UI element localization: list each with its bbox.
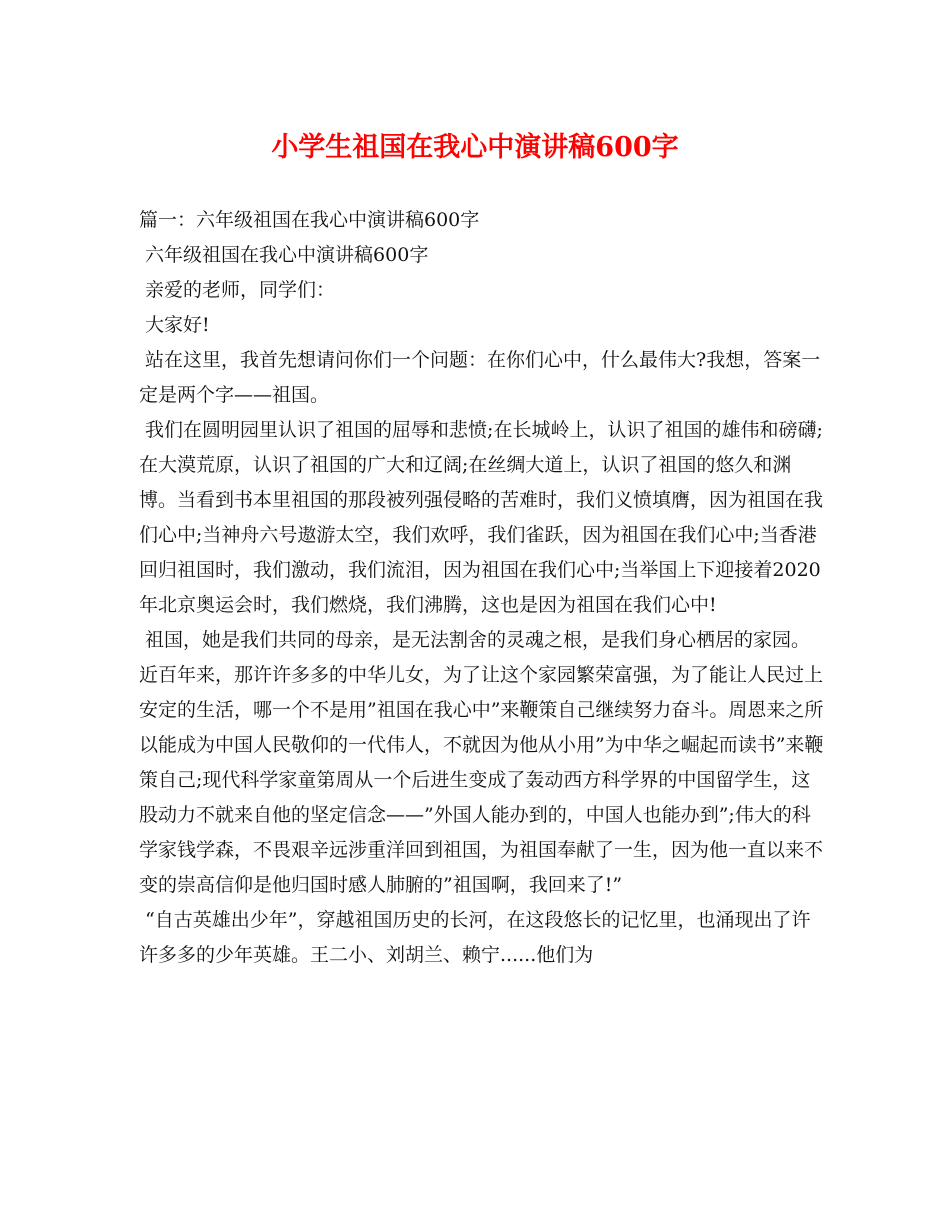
paragraph-motherland: 祖国，她是我们共同的母亲，是无法割舍的灵魂之根，是我们身心栖居的家园。近百年来，那许许多多的中华儿女，为了让这个家园繁荣富强，为了能让人民过上安定的生活，哪一个不是用”祖国在我心中”来鞭策自己继续努力奋斗。周恩来之所以能成为中国人民敬仰的一代伟人，不就因为他从小用”为中华之崛起而读书”来鞭策自己;现代科学家童第周从一个后进生变成了轰动西方科学界的中国留学生，这股动力不就来自他的坚定信念——”外国人能办到的，中国人也能办到”;伟大的科学家钱学森，不畏艰辛远涉重洋回到祖国，为祖国奉献了一生，因为他一直以来不变的崇高信仰是他归国时感人肺腑的”祖国啊，我回来了!” bbox=[139, 629, 824, 896]
paragraph-intro: 站在这里，我首先想请问你们一个问题：在你们心中，什么最伟大?我想，答案一定是两个字——祖国。 bbox=[139, 349, 821, 406]
document-title: 小学生祖国在我心中演讲稿600字 bbox=[271, 132, 679, 163]
speech-title: 六年级祖国在我心中演讲稿600字 bbox=[139, 244, 429, 266]
greeting: 大家好! bbox=[139, 314, 210, 336]
paragraph-young-heroes: “自古英雄出少年”，穿越祖国历史的长河，在这段悠长的记忆里，也涌现出了许许多多的少年英雄。王二小、刘胡兰、赖宁......他们为 bbox=[139, 909, 811, 966]
section-heading: 篇一：六年级祖国在我心中演讲稿600字 bbox=[139, 209, 480, 231]
paragraph-in-our-hearts: 我们在圆明园里认识了祖国的屈辱和悲愤;在长城岭上，认识了祖国的雄伟和磅礴;在大漠荒原，认识了祖国的广大和辽阔;在丝绸大道上，认识了祖国的悠久和渊博。当看到书本里祖国的那段被列强侵略的苦难时，我们义愤填膺，因为祖国在我们心中;当神舟六号遨游太空，我们欢呼，我们雀跃，因为祖国在我们心中;当香港回归祖国时，我们激动，我们流泪，因为祖国在我们心中;当举国上下迎接着2020年北京奥运会时，我们燃烧，我们沸腾，这也是因为祖国在我们心中! bbox=[139, 419, 824, 616]
salutation: 亲爱的老师，同学们： bbox=[139, 279, 336, 301]
document-body bbox=[139, 203, 829, 973]
